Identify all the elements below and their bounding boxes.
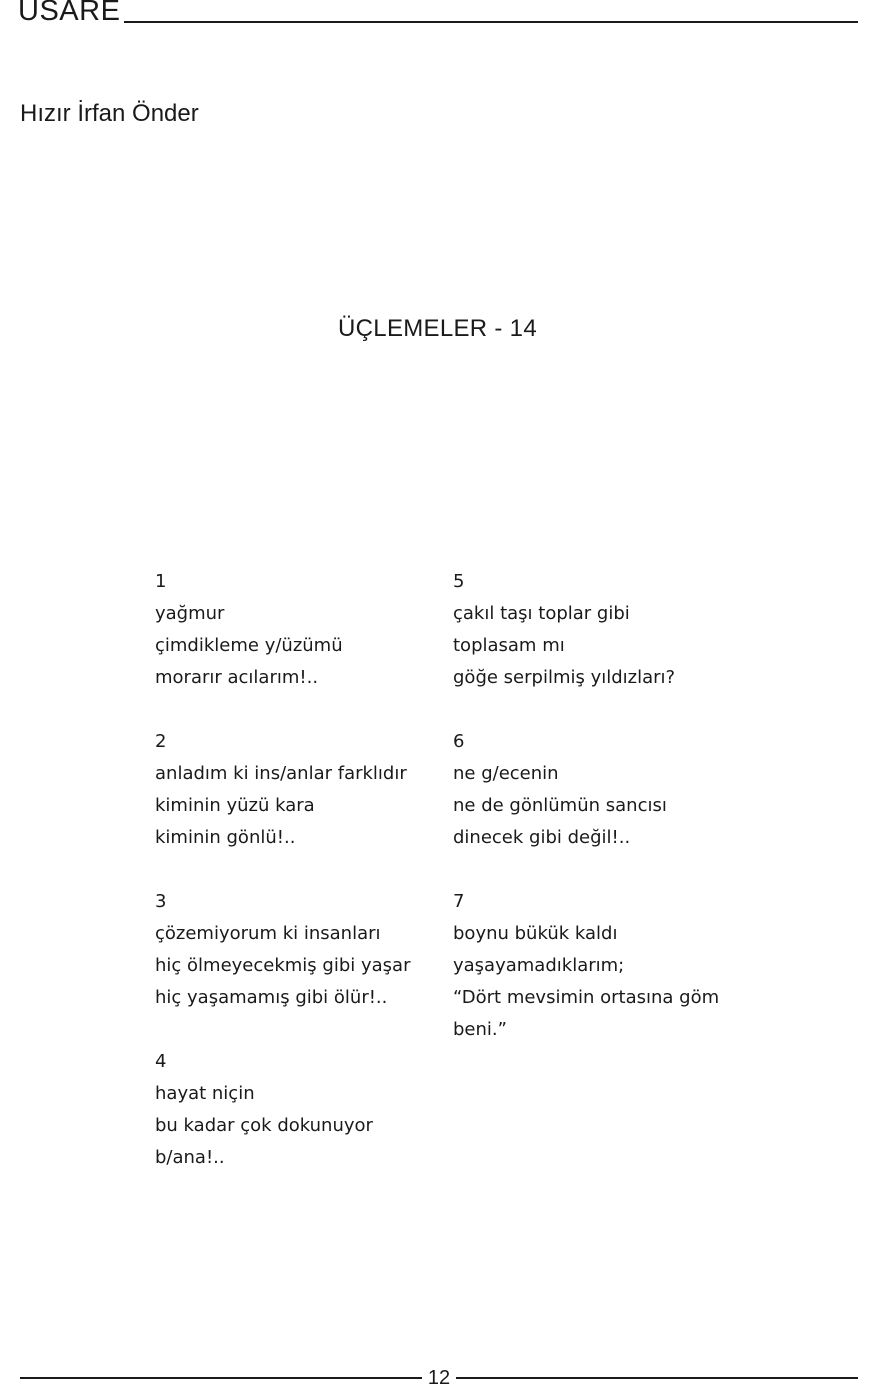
poem-line: çimdikleme y/üzümü (155, 635, 343, 656)
poem-line: ne g/ecenin (453, 763, 559, 784)
stanza-7 (453, 886, 719, 1046)
stanza-number: 6 (453, 731, 465, 752)
poem-line: çakıl taşı toplar gibi (453, 603, 630, 624)
stanza-number: 4 (155, 1051, 167, 1072)
poem-line: göğe serpilmiş yıldızları? (453, 667, 676, 688)
stanza-1 (155, 566, 410, 694)
poem-line: bu kadar çok dokunuyor (155, 1115, 373, 1136)
poem-column-right (453, 566, 719, 1078)
page-footer (20, 1364, 858, 1392)
stanza-number: 2 (155, 731, 167, 752)
poem-line: hiç ölmeyecekmiş gibi yaşar (155, 955, 411, 976)
poem-line: morarır acılarım!.. (155, 667, 319, 688)
stanza-4 (155, 1046, 410, 1174)
poem-line: kiminin gönlü!.. (155, 827, 296, 848)
magazine-name: USARE (18, 0, 121, 27)
stanza-number: 5 (453, 571, 465, 592)
stanza-5 (453, 566, 719, 694)
header-rule (124, 21, 858, 23)
poem-line: çözemiyorum ki insanları (155, 923, 381, 944)
poem-line: b/ana!.. (155, 1147, 225, 1168)
stanza-6 (453, 726, 719, 854)
stanza-number: 3 (155, 891, 167, 912)
poem-line: “Dört mevsimin ortasına göm (453, 987, 720, 1008)
page-number: 12 (427, 1366, 451, 1389)
poem-line: beni.” (453, 1019, 507, 1040)
poem-line: yaşayamadıklarım; (453, 955, 625, 976)
stanza-number: 1 (155, 571, 167, 592)
poem-line: ne de gönlümün sancısı (453, 795, 667, 816)
poem-line: hayat niçin (155, 1083, 255, 1104)
poem-line: toplasam mı (453, 635, 565, 656)
poem-line: boynu bükük kaldı (453, 923, 618, 944)
stanza-3 (155, 886, 410, 1014)
poem-line: anladım ki ins/anlar farklıdır (155, 763, 407, 784)
stanza-2 (155, 726, 410, 854)
poem-line: yağmur (155, 603, 225, 624)
poem-title: ÜÇLEMELER - 14 (338, 315, 537, 342)
poem-line: kiminin yüzü kara (155, 795, 315, 816)
footer-rule-right (456, 1377, 858, 1379)
poem-column-left (155, 566, 410, 1206)
footer-rule-left (20, 1377, 422, 1379)
stanza-number: 7 (453, 891, 465, 912)
poem-line: hiç yaşamamış gibi ölür!.. (155, 987, 388, 1008)
author-name: Hızır İrfan Önder (20, 100, 199, 127)
poem-line: dinecek gibi değil!.. (453, 827, 631, 848)
page-header (18, 0, 858, 26)
